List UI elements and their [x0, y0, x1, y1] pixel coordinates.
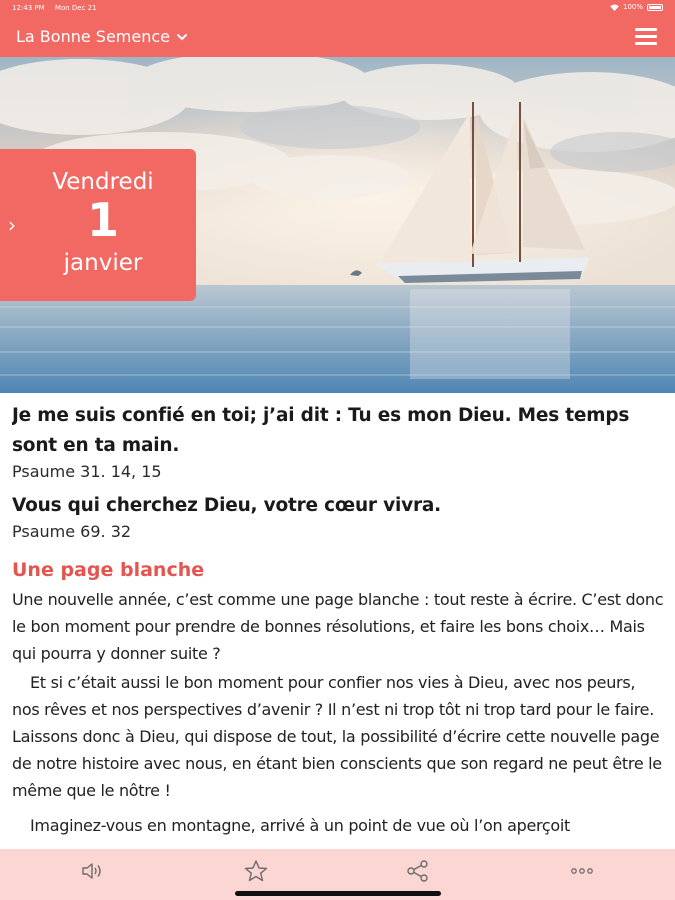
speaker-icon[interactable] [78, 859, 106, 883]
date-day: 1 [86, 193, 119, 247]
more-icon[interactable] [568, 859, 596, 883]
article-title: Une page blanche [12, 559, 205, 581]
verse-reference: Psaume 69. 32 [12, 522, 132, 541]
article-paragraph: Imaginez-vous en montagne, arrivé à un point de vue où l’on aperçoit [30, 816, 571, 835]
next-day-arrow[interactable]: › [8, 213, 16, 237]
app-title: La Bonne Semence [16, 27, 170, 46]
date-card [0, 149, 196, 301]
menu-icon[interactable] [635, 28, 657, 46]
battery-percent: 100% [622, 3, 643, 11]
title-dropdown[interactable] [16, 27, 188, 46]
reading-content [12, 401, 664, 849]
wifi-icon [610, 4, 619, 11]
status-left [12, 4, 105, 12]
app-header [0, 16, 675, 57]
verse-reference: Psaume 31. 14, 15 [12, 462, 162, 481]
status-bar [0, 0, 675, 16]
status-right [610, 3, 663, 11]
date-weekday: Vendredi [52, 169, 154, 195]
verse-text: Vous qui cherchez Dieu, votre cœur vivra. [12, 495, 441, 516]
chevron-down-icon [176, 31, 188, 43]
verse-text: Je me suis confié en toi; j’ai dit : Tu es mon Dieu. Mes temps sont en ta main. [12, 405, 630, 456]
status-date: Mon Dec 21 [54, 4, 97, 12]
star-icon[interactable] [242, 859, 270, 883]
status-time: 12:43 PM [12, 4, 45, 12]
article-paragraph: Une nouvelle année, c’est comme une page blanche : tout reste à écrire. C’est donc le bon moment pour prendre de bonnes résolutions, et faire les bons choix… Mais qui pourra y donner suite ? [12, 590, 664, 663]
battery-icon [647, 4, 663, 11]
share-icon[interactable] [404, 859, 432, 883]
home-indicator [235, 891, 441, 896]
date-month: janvier [63, 250, 143, 276]
article-paragraph: Et si c’était aussi le bon moment pour confier nos vies à Dieu, avec nos peurs, nos rêves et nos perspectives d’avenir ? Il n’est ni trop tôt ni trop tard pour le faire. Laissons donc à Dieu, qui dispose de tout, la possibilité d’écrire cette nouvelle page de notre histoire avec nous, en étant bien conscients que son regard ne peut être le même que le nôtre ! [12, 673, 662, 800]
